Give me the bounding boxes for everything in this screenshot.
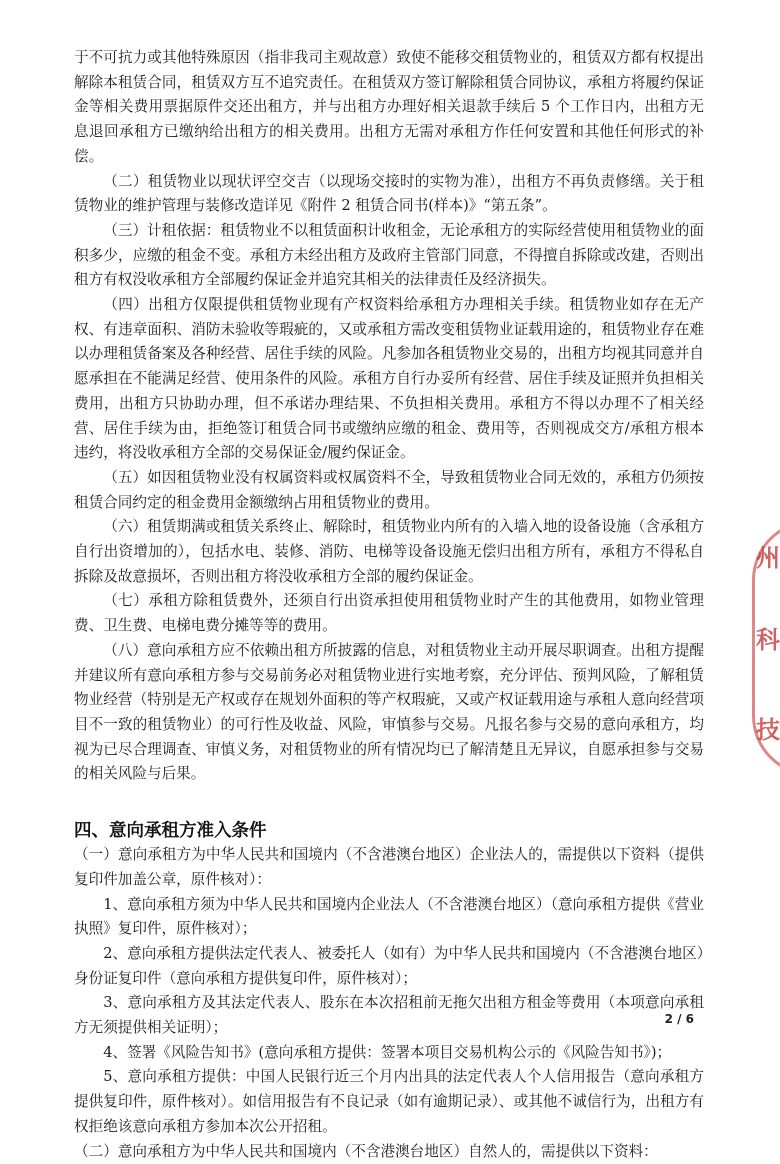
paragraph-clause-6: （六）租赁期满或租赁关系终止、解除时，租赁物业内所有的入墙入地的设备设施（含承租方自行出资增加的），包括水电、装修、消防、电梯等设备设施无偿归出租方所有，承租方不得私自拆除及故意损坏，否则出租方将没收承租方全部的履约保证金。: [74, 518, 704, 585]
paragraph-clause-2: （二）租赁物业以现状评空交吉（以现场交接时的实物为准），出租方不再负责修缮。关于租赁物业的维护管理与装修改造详见《附件 2 租赁合同书(样本)》“第五条”。: [74, 172, 704, 215]
paragraph-subsection-2: （二）意向承租方为中华人民共和国境内（不含港澳台地区）自然人的，需提供以下资料：: [74, 1142, 658, 1160]
section-body: [74, 843, 704, 1164]
list-item: 4、签署《风险告知书》(意向承租方提供：签署本项目交易机构公示的《风险告知书》)；: [103, 1043, 672, 1061]
list-item: 3、意向承租方及其法定代表人、股东在本次招租前无拖欠出租方租金等费用（本项意向承租方无须提供相关证明）；: [74, 994, 704, 1037]
list-item: 5、意向承租方提供：中国人民银行近三个月内出具的法定代表人个人信用报告（意向承租方提供复印件，原件核对）。如信用报告有不良记录（如有逾期记录）、或其他不诚信行为，出租方有权拒绝该意向承租方参加本次公开招租。: [74, 1068, 704, 1135]
section-title: 四、意向承租方准入条件: [74, 821, 267, 842]
seal-glyph: 州: [756, 543, 780, 572]
list-item: 2、意向承租方提供法定代表人、被委托人（如有）为中华人民共和国境内（不含港澳台地区）身份证复印件（意向承租方提供复印件，原件核对）；: [74, 944, 704, 987]
seal-glyph: 技: [756, 715, 780, 744]
seal-glyph: 科: [756, 625, 780, 654]
paragraph-subsection-1: （一）意向承租方为中华人民共和国境内（不含港澳台地区）企业法人的，需提供以下资料（提供复印件加盖公章，原件核对）：: [74, 846, 704, 888]
paragraph-clause-4: （四）出租方仅限提供租赁物业现有产权资料给承租方办理相关手续。租赁物业如存在无产权、有违章面积、消防未验收等瑕疵的，又或承租方需改变租赁物业证载用途的，租赁物业存在难以办理租赁备案及各种经营、居住手续的风险。凡参加各租赁物业交易的，出租方均视其同意并自愿承担在不能满足经营、使用条件的风险。承租方自行办妥所有经营、居住手续及证照并负担相关费用，出租方只协助办理，但不承诺办理结果、不负担相关费用。承租方不得以办理不了相关经营、居住手续为由，拒绝签订租赁合同书或缴纳应缴的租金、费用等，否则视成交方/承租方根本违约，将没收承租方全部的交易保证金/履约保证金。: [74, 296, 704, 462]
paragraph-clause-7: （七）承租方除租赁费外，还须自行出资承担使用租赁物业时产生的其他费用，如物业管理费、卫生费、电梯电费分摊等等的费用。: [74, 592, 704, 635]
document-page: [74, 46, 704, 1164]
seal-stamp: [752, 520, 780, 770]
paragraph-clause-5: （五）如因租赁物业没有权属资料或权属资料不全，导致租赁物业合同无效的，承租方仍须按租赁合同约定的租金费用金额缴纳占用租赁物业的费用。: [74, 468, 704, 511]
paragraph-continuation: 于不可抗力或其他特殊原因（指非我司主观故意）致使不能移交租赁物业的，租赁双方都有权提出解除本租赁合同，租赁双方互不追究责任。在租赁双方签订解除租赁合同协议，承租方将履约保证金等相关费用票据原件交还出租方，并与出租方办理好相关退款手续后 5 个工作日内，出租方无息退回承租方已缴纳给出租方的相关费用。出租方无需对承租方作任何安置和其他任何形式的补偿。: [74, 49, 704, 165]
list-item: 1、意向承租方须为中华人民共和国境内企业法人（不含港澳台地区）（意向承租方提供《营业执照》复印件，原件核对）；: [74, 895, 704, 938]
page-number: 2 / 6: [664, 1012, 694, 1026]
paragraph-clause-8: （八）意向承租方应不依赖出租方所披露的信息，对租赁物业主动开展尽职调查。出租方提醒并建议所有意向承租方参与交易前务必对租赁物业进行实地考察，充分评估、预判风险，了解租赁物业经营（特别是无产权或存在规划外面积的等产权瑕疵，又或产权证载用途与承租人意向经营项目不一致的租赁物业）的可行性及收益、风险，审慎参与交易。凡报名参与交易的意向承租方，均视为已尽合理调查、审慎义务，对租赁物业的所有情况均已了解清楚且无异议，自愿承担参与交易的相关风险与后果。: [74, 641, 704, 783]
paragraph-clause-3: （三）计租依据：租赁物业不以租赁面积计收租金，无论承租方的实际经营使用租赁物业的面积多少，应缴的租金不变。承租方未经出租方及政府主管部门同意，不得擅自拆除或改建，否则出租方有权没收承租方全部履约保证金并追究其相关的法律责任及经济损失。: [74, 221, 704, 289]
